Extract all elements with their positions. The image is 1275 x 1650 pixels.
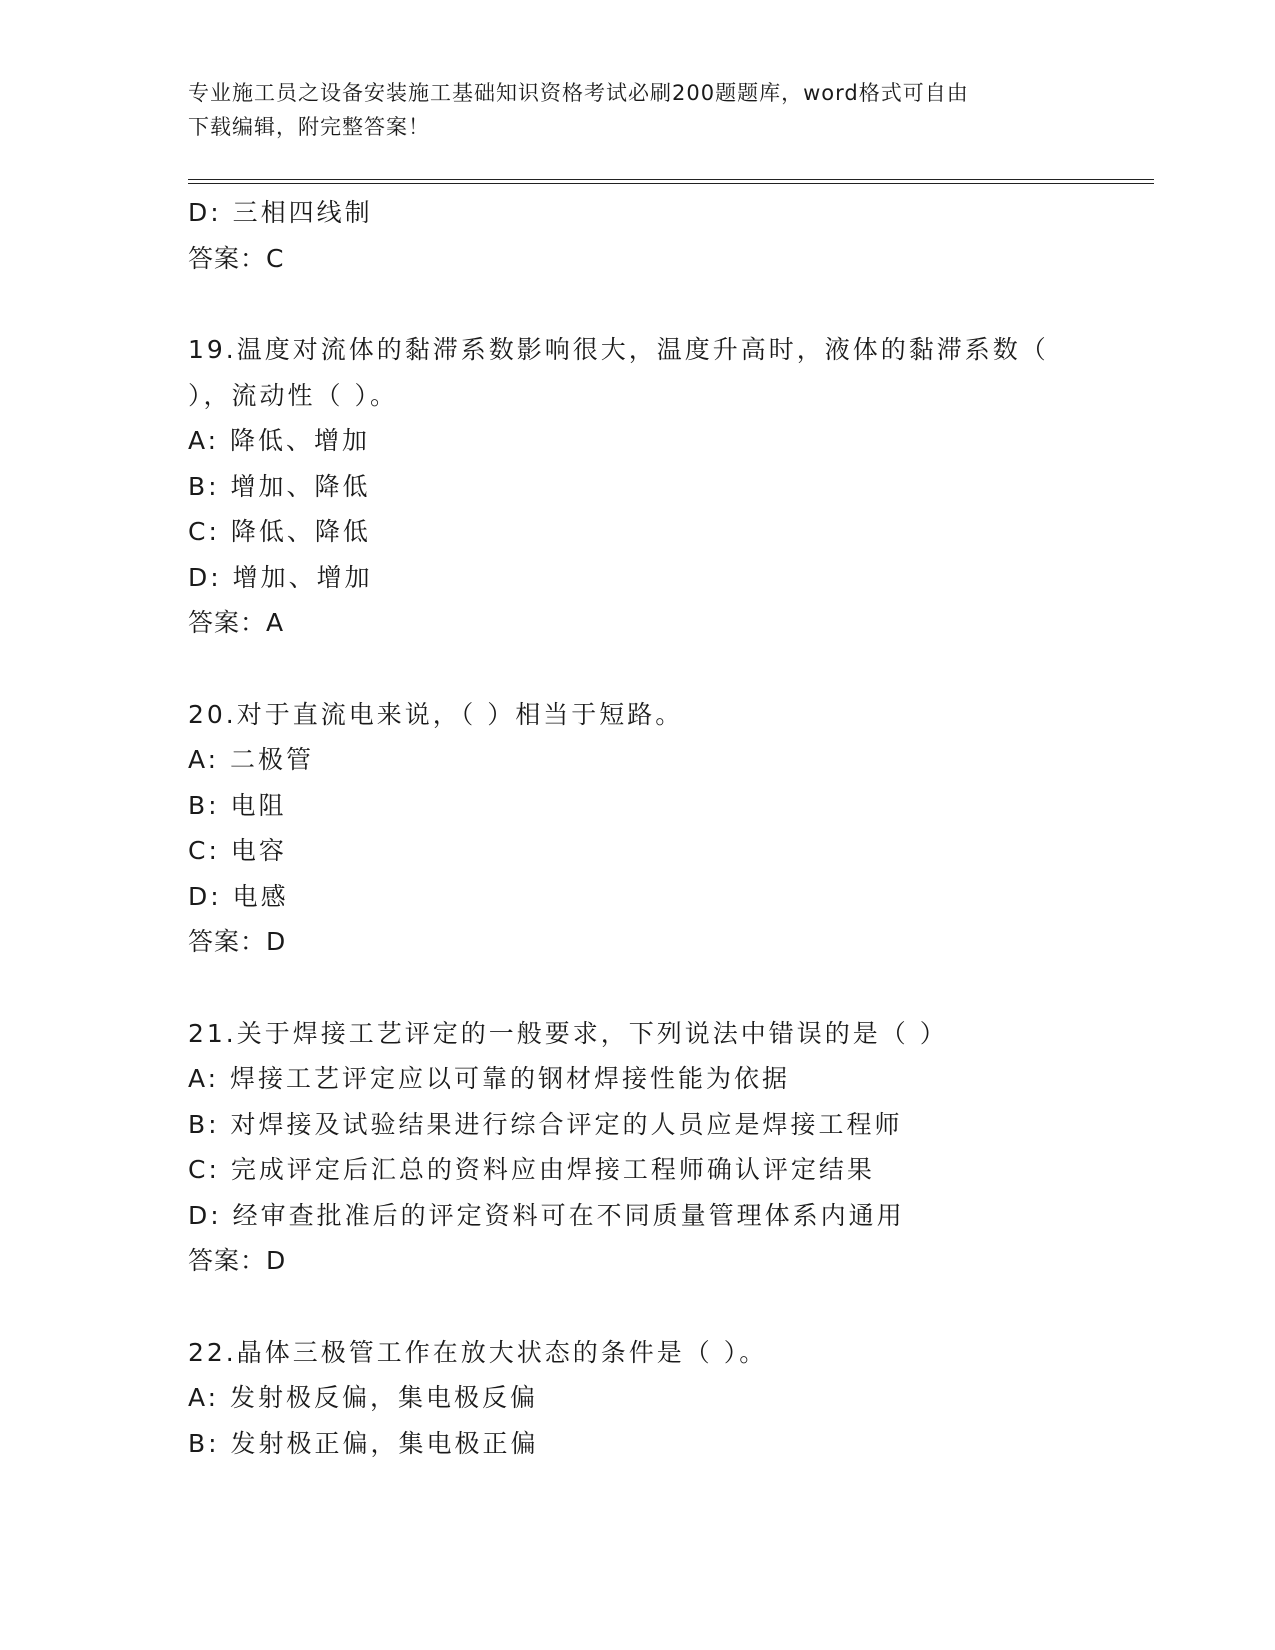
question-list: [188, 190, 1154, 1466]
question-stem-line-1: 19.温度对流体的黏滞系数影响很大，温度升高时，液体的黏滞系数（: [188, 335, 1049, 364]
option-a: A: 发射极反偏，集电极反偏: [188, 1383, 539, 1412]
question-block-21: [188, 1011, 1154, 1284]
answer-line: 答案：D: [188, 927, 287, 956]
option-d: D: 三相四线制: [188, 198, 373, 227]
option-c: C: 电容: [188, 836, 287, 865]
option-d: D: 增加、增加: [188, 562, 373, 592]
question-block-22: [188, 1330, 1154, 1467]
spacer: [188, 965, 1154, 1011]
question-stem: 21.关于焊接工艺评定的一般要求，下列说法中错误的是（ ）: [188, 1018, 948, 1048]
question-block-previous: [188, 190, 1154, 281]
answer-line: 答案：C: [188, 243, 285, 273]
option-c: C: 完成评定后汇总的资料应由焊接工程师确认评定结果: [188, 1155, 875, 1184]
option-c: C: 降低、降低: [188, 517, 371, 546]
question-block-20: [188, 692, 1154, 965]
option-a: A: 二极管: [188, 745, 315, 774]
question-stem: 20.对于直流电来说，（ ）相当于短路。: [188, 699, 684, 729]
question-stem-line-2: ），流动性（ ）。: [188, 380, 398, 410]
header-line-1: 专业施工员之设备安装施工基础知识资格考试必刷200题题库，word格式可自由: [188, 81, 969, 105]
option-a: A: 降低、增加: [188, 426, 371, 455]
option-a: A: 焊接工艺评定应以可靠的钢材焊接性能为依据: [188, 1064, 791, 1093]
header-divider-bottom: [188, 183, 1154, 184]
option-d: D: 经审查批准后的评定资料可在不同质量管理体系内通用: [188, 1200, 905, 1230]
question-block-19: [188, 327, 1154, 646]
option-d: D: 电感: [188, 881, 289, 911]
spacer: [188, 646, 1154, 692]
option-b: B: 电阻: [188, 790, 287, 820]
spacer: [188, 1284, 1154, 1330]
answer-line: 答案：D: [188, 1246, 287, 1275]
answer-line: 答案：A: [188, 608, 285, 637]
header-divider-top: [188, 179, 1154, 180]
option-b: B: 发射极正偏，集电极正偏: [188, 1428, 539, 1458]
header-line-2: 下载编辑，附完整答案！: [188, 115, 430, 139]
question-stem: 22.晶体三极管工作在放大状态的条件是（ ）。: [188, 1337, 768, 1367]
option-b: B: 增加、降低: [188, 471, 371, 501]
document-header: [188, 76, 1088, 144]
option-b: B: 对焊接及试验结果进行综合评定的人员应是焊接工程师: [188, 1109, 903, 1139]
spacer: [188, 281, 1154, 327]
